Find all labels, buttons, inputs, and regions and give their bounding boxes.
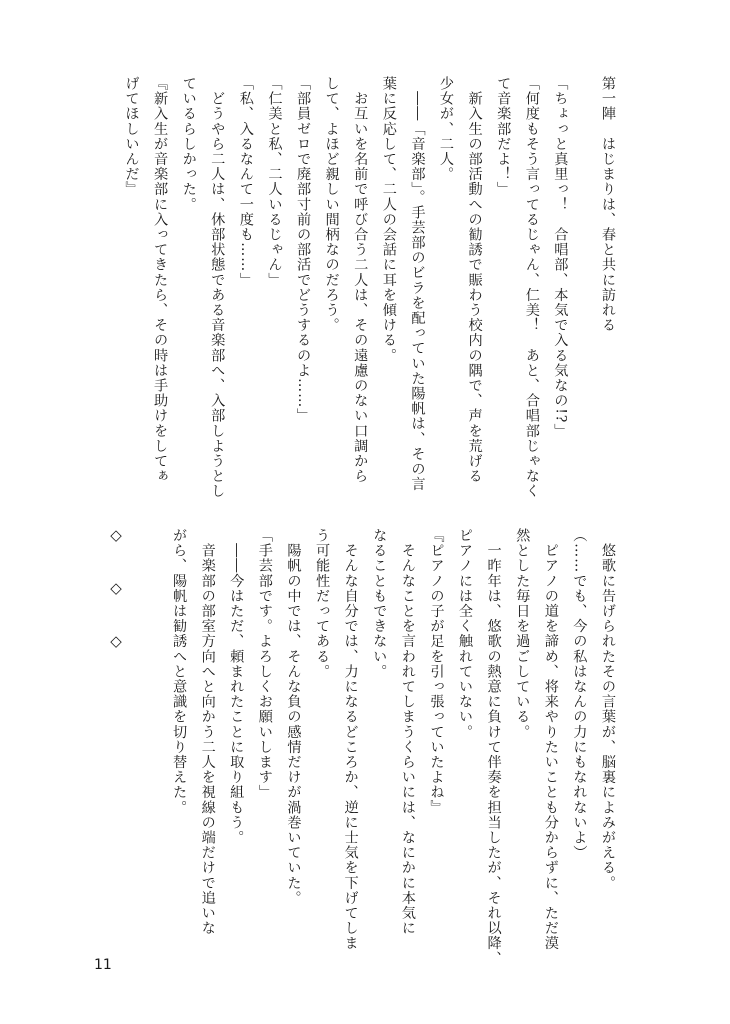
text-line: 音楽部の部室方向へと向かう二人を視線の端だけで追いな (199, 528, 216, 936)
text-line: 新入生の部活動への勧誘で賑わう校内の隅で、声を荒げる (466, 76, 483, 484)
text-line: そんなことを言われてしまうくらいには、なにかに本気に (399, 528, 416, 936)
text-line: お互いを名前で呼び合う二人は、その遠慮のない口調から (352, 76, 369, 484)
text-line: そんな自分では、力になるどころか、逆に士気を下げてしま (342, 528, 359, 951)
text-line: 『新入生が音楽部に入ってきたら、その時は手助けをしてぁ (152, 76, 169, 484)
text-line: 『ピアノの子が足を引っ張っていたよね』 (428, 528, 445, 815)
text-line: 「手芸部です。よろしくお願いします」 (256, 528, 273, 800)
text-line: ているらしかった。 (180, 76, 197, 212)
text-line: 「私、入るなんて一度も……」 (237, 76, 254, 288)
text-line: 葉に反応して、二人の会話に耳を傾ける。 (380, 76, 397, 363)
text-line: 「何度もそう言ってるじゃん、仁美！ あと、合唱部じゃなく (523, 76, 540, 499)
text-line: 「ちょっと真里っ！ 合唱部、本気で入る気なの!?」 (552, 76, 569, 439)
text-line: 悠歌に告げられたその言葉が、脳裏によみがえる。 (600, 528, 616, 891)
page-number: 11 (94, 957, 112, 973)
chapter-title: 第一陣 はじまりは、春と共に訪れる (600, 76, 616, 333)
text-line: して、よほど親しい間柄なのだろう。 (323, 76, 340, 333)
text-line: 陽帆の中では、そんな負の感情だけが渦巻いていた。 (285, 528, 302, 906)
text-line: ピアノには全く触れていない。 (457, 528, 474, 740)
text-line: 「仁美と私、二人いるじゃん」 (266, 76, 283, 288)
text-line: 「部員ゼロで廃部寸前の部活でどうするのよ……」 (295, 76, 312, 424)
text-line: 一昨年は、悠歌の熱意に負けて伴奏を担当したが、それ以降、 (485, 528, 502, 966)
scene-break-ornament: ◇ ◇ ◇ (107, 526, 125, 660)
text-line: う可能性だってある。 (314, 528, 331, 679)
text-line: どうやら二人は、休部状態である音楽部へ、入部しようとし (209, 76, 226, 499)
text-line: がら、陽帆は勧誘へと意識を切り替えた。 (171, 528, 188, 815)
text-line: ――今はただ、頼まれたことに取り組もう。 (228, 528, 245, 846)
text-line: ピアノの道を諦め、将来やりたいことも分からずに、ただ漠 (542, 528, 559, 951)
text-line: て音楽部だよ！」 (495, 76, 512, 197)
text-line: 然とした毎日を過ごしている。 (514, 528, 531, 740)
text-line: ――「音楽部」。手芸部のビラを配っていた陽帆は、その言 (409, 76, 426, 492)
text-line: 少女が、二人。 (438, 76, 455, 182)
text-line: （……でも、今の私はなんの力にもなれないよ） (571, 528, 588, 861)
lower-text-block (165, 528, 623, 966)
upper-text-block (117, 76, 622, 499)
text-line: げてほしいんだ』 (123, 76, 140, 197)
text-line: なることもできない。 (371, 528, 388, 679)
